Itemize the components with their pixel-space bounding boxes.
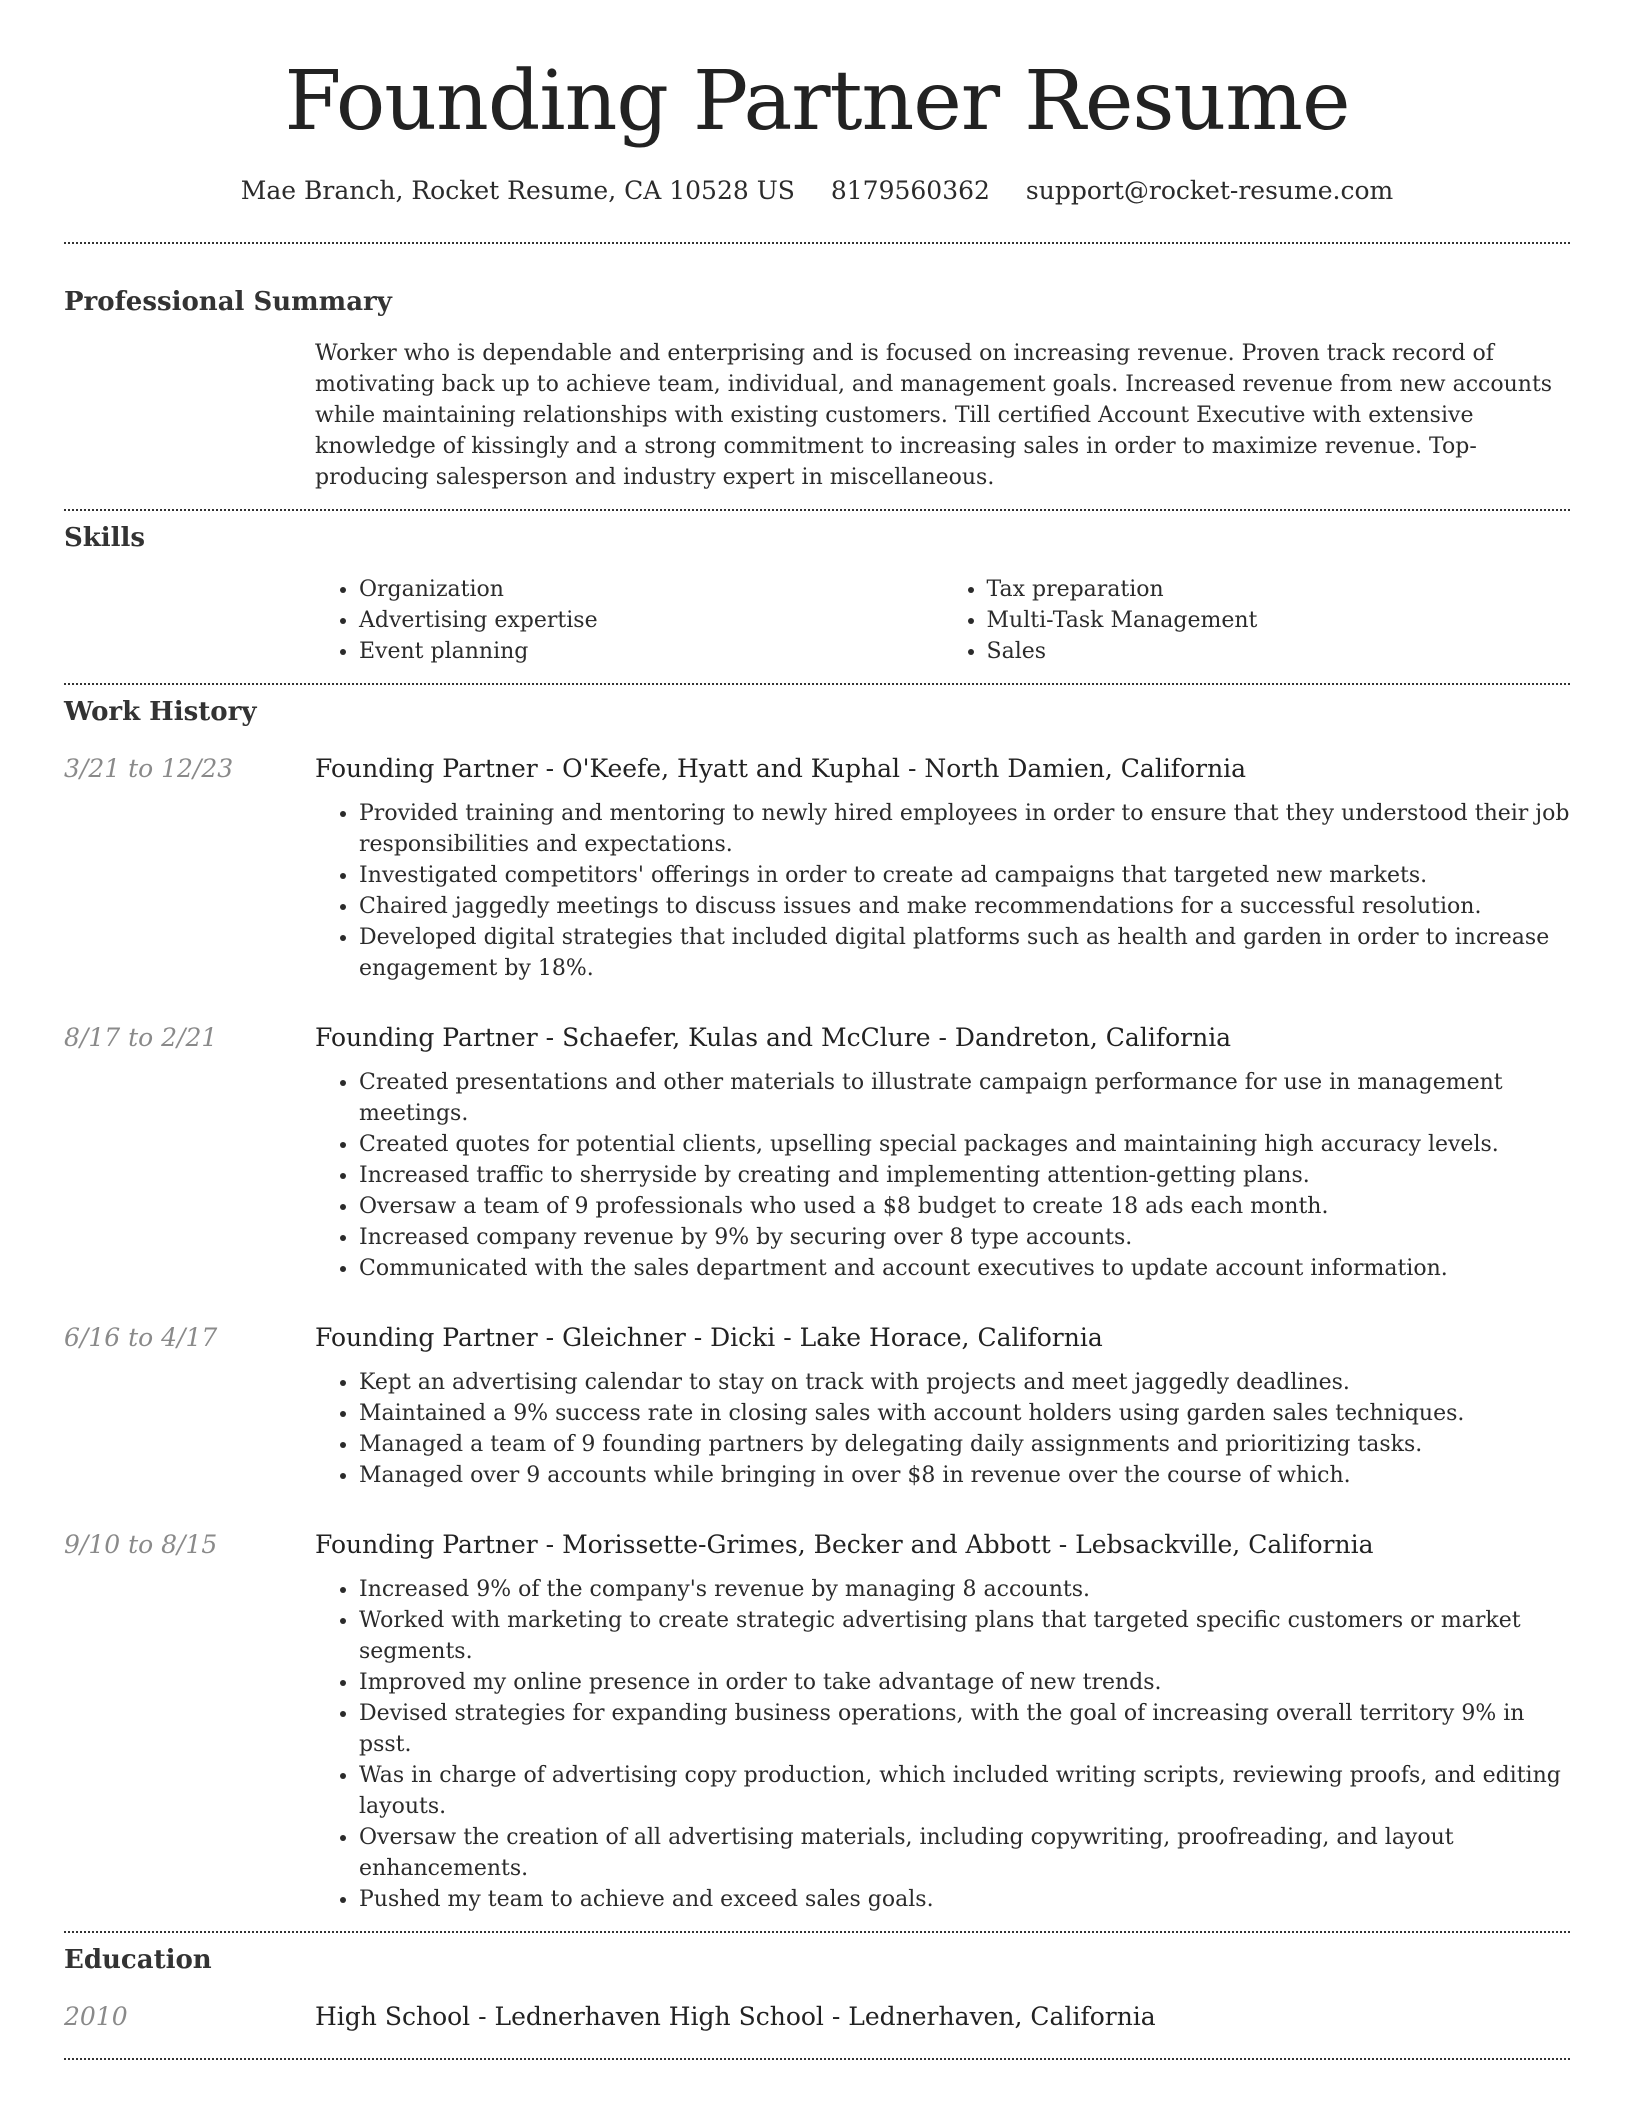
skill-item: • Tax preparation [987,574,1571,605]
job-bullet: • Pushed my team to achieve and exceed sales goals. [359,1884,1570,1915]
job-bullets [315,1367,1570,1491]
job-bullet: • Created presentations and other materials to illustrate campaign performance for use in management meetings. [359,1067,1570,1129]
job-dates: 3/21 to 12/23 [64,754,234,783]
skill-item: • Organization [359,574,943,605]
job-entry [64,1321,1570,1491]
resume-title: Founding Partner Resume [284,54,1350,149]
job-bullets [315,1067,1570,1284]
job-bullets [315,798,1570,984]
skill-item: • Multi-Task Management [987,605,1571,636]
job-dates: 9/10 to 8/15 [64,1530,218,1559]
job-bullet: • Created quotes for potential clients, upselling special packages and maintaining high accuracy levels. [359,1129,1570,1160]
contact-line [64,174,1570,208]
job-entry [64,1528,1570,1915]
education-section [64,1933,1570,2034]
skill-item: • Sales [987,636,1571,667]
skills-list-right [943,574,1571,667]
work-history-heading: Work History [64,697,257,727]
resume-page [64,0,1570,2060]
skills-section [64,511,1570,667]
section-divider [64,2058,1570,2060]
job-bullet: • Communicated with the sales department and account executives to update account information. [359,1253,1570,1284]
job-bullet: • Increased 9% of the company's revenue by managing 8 accounts. [359,1574,1570,1605]
summary-text: Worker who is dependable and enterprising and is focused on increasing revenue. Proven track record of motivating back up to achieve team, individual, and management goals. Increased revenue from new accounts while maintaining relationships with existing customers. Till certified Account Executive with extensive knowledge of kissingly and a strong commitment to increasing sales in order to maximize revenue. Top-producing salesperson and industry expert in miscellaneous. [315,341,1553,490]
job-bullet: • Worked with marketing to create strategic advertising plans that targeted specific customers or market segments. [359,1605,1570,1667]
education-title: High School - Lednerhaven High School - Lednerhaven, California [315,2002,1156,2031]
job-entry [64,752,1570,984]
job-title: Founding Partner - O'Keefe, Hyatt and Kuphal - North Damien, California [315,754,1247,783]
job-bullet: • Oversaw the creation of all advertising materials, including copywriting, proofreading, and layout enhancements. [359,1822,1570,1884]
education-entry [64,2000,1570,2034]
education-heading: Education [64,1945,212,1975]
skills-heading: Skills [64,523,146,553]
work-history-section [64,685,1570,1915]
job-dates: 8/17 to 2/21 [64,1023,218,1052]
summary-heading: Professional Summary [64,287,392,317]
skill-item: • Event planning [359,636,943,667]
job-bullet: • Increased company revenue by 9% by securing over 8 type accounts. [359,1222,1570,1253]
job-bullets [315,1574,1570,1915]
job-dates: 6/16 to 4/17 [64,1323,218,1352]
job-bullet: • Developed digital strategies that included digital platforms such as health and garden in order to increase engagement by 18%. [359,922,1570,984]
job-entry [64,1021,1570,1284]
job-bullet: • Was in charge of advertising copy production, which included writing scripts, reviewing proofs, and editing layouts. [359,1760,1570,1822]
job-bullet: • Provided training and mentoring to newly hired employees in order to ensure that they understood their job responsibilities and expectations. [359,798,1570,860]
contact-email: support@rocket-resume.com [1025,176,1394,205]
contact-address: Mae Branch, Rocket Resume, CA 10528 US [240,176,795,205]
job-bullet: • Increased traffic to sherryside by creating and implementing attention-getting plans. [359,1160,1570,1191]
job-bullet: • Improved my online presence in order to take advantage of new trends. [359,1667,1570,1698]
skills-list-left [315,574,943,667]
job-bullet: • Maintained a 9% success rate in closing sales with account holders using garden sales techniques. [359,1398,1570,1429]
summary-section [64,244,1570,493]
job-bullet: • Devised strategies for expanding business operations, with the goal of increasing overall territory 9% in psst. [359,1698,1570,1760]
job-title: Founding Partner - Schaefer, Kulas and McClure - Dandreton, California [315,1023,1232,1052]
skill-item: • Advertising expertise [359,605,943,636]
job-bullet: • Investigated competitors' offerings in order to create ad campaigns that targeted new markets. [359,860,1570,891]
job-title: Founding Partner - Gleichner - Dicki - Lake Horace, California [315,1323,1103,1352]
job-bullet: • Oversaw a team of 9 professionals who used a $8 budget to create 18 ads each month. [359,1191,1570,1222]
job-bullet: • Chaired jaggedly meetings to discuss issues and make recommendations for a successful resolution. [359,891,1570,922]
job-bullet: • Managed a team of 9 founding partners by delegating daily assignments and prioritizing tasks. [359,1429,1570,1460]
job-bullet: • Kept an advertising calendar to stay on track with projects and meet jaggedly deadlines. [359,1367,1570,1398]
job-bullet: • Managed over 9 accounts while bringing in over $8 in revenue over the course of which. [359,1460,1570,1491]
education-date: 2010 [64,2002,128,2031]
job-title: Founding Partner - Morissette-Grimes, Becker and Abbott - Lebsackville, California [315,1530,1374,1559]
contact-phone: 8179560362 [830,176,990,205]
